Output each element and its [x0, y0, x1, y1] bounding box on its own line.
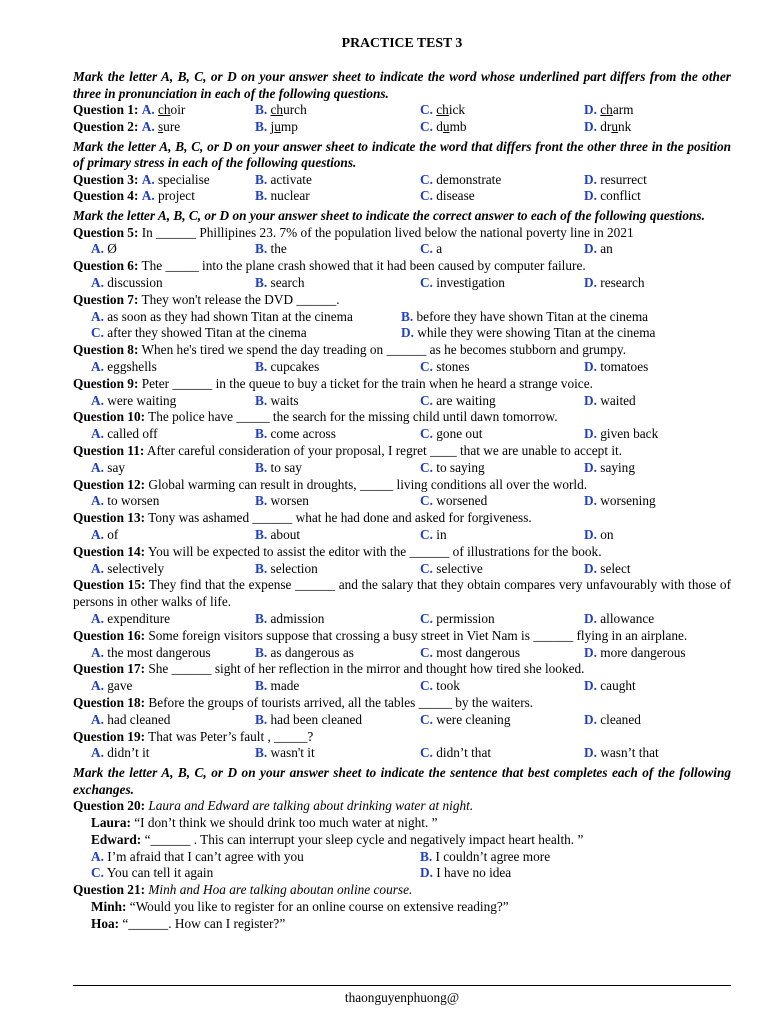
option-letter: A.: [91, 644, 104, 660]
question-text: In ______ Phillipines 23. 7% of the population lived below the national poverty line in 2021: [141, 224, 634, 240]
option-text[interactable]: before they have shown Titan at the cinema: [416, 308, 649, 324]
option-text[interactable]: are waiting: [436, 392, 496, 408]
question-label: Question 8:: [73, 342, 139, 358]
question-20-options-row2: C. You can tell it again D. I have no idea: [91, 865, 512, 881]
question-text: They find that the expense ______ and the salary that they obtain compares very unfavourably with those of persons in other walks of life.: [73, 577, 731, 610]
option-text[interactable]: church: [270, 102, 307, 117]
option-letter: C.: [420, 711, 433, 727]
option-letter: D.: [584, 275, 597, 291]
question-text: When he's tired we spend the day treading on ______ as he becomes stubborn and grumpy.: [141, 342, 627, 358]
option-text[interactable]: chick: [436, 102, 466, 117]
option-text[interactable]: were cleaning: [436, 711, 511, 727]
page-footer: [73, 985, 731, 1006]
option-letter: C.: [420, 359, 433, 375]
option-text[interactable]: didn’t it: [107, 745, 150, 761]
option-text[interactable]: called off: [107, 426, 158, 442]
question-20-options-row1: A. I’m afraid that I can’t agree with you B. I couldn’t agree more: [91, 848, 551, 864]
option-text[interactable]: I couldn’t agree more: [435, 848, 551, 864]
option-text[interactable]: more dangerous: [600, 644, 686, 660]
option-letter: C.: [420, 392, 433, 408]
option-letter: B.: [401, 308, 414, 324]
question-19: [73, 729, 731, 746]
question-12: [73, 477, 731, 494]
option-letter: D.: [584, 644, 597, 660]
option-letter: B.: [255, 678, 268, 694]
option-text[interactable]: to saying: [436, 459, 485, 475]
option-text[interactable]: say: [107, 459, 125, 475]
option-text[interactable]: allowance: [600, 611, 655, 627]
question-text: Global warming can result in droughts, _____ living conditions all over the world.: [148, 476, 588, 492]
option-letter: B.: [255, 275, 268, 291]
question-14-options: [73, 561, 731, 578]
question-12-options: [73, 493, 731, 510]
option-text[interactable]: as soon as they had shown Titan at the cinema: [107, 308, 353, 324]
option-letter: A.: [91, 493, 104, 509]
option-letter: C.: [420, 745, 433, 761]
option-text[interactable]: the most dangerous: [107, 644, 211, 660]
question-label: Question 15:: [73, 577, 146, 593]
option-text[interactable]: cupcakes: [270, 359, 320, 375]
question-20: Question 20: Laura and Edward are talking about drinking water at night.: [73, 798, 474, 814]
option-text[interactable]: made: [270, 678, 300, 694]
question-label: Question 19:: [73, 728, 146, 744]
option-text[interactable]: in: [436, 527, 447, 543]
option-text[interactable]: stones: [436, 359, 470, 375]
option-text[interactable]: come across: [270, 426, 336, 442]
document-page: [73, 34, 731, 933]
option-letter: A.: [91, 527, 104, 543]
option-letter: B.: [255, 611, 268, 627]
mcq-list: [73, 225, 731, 763]
question-11: [73, 443, 731, 460]
option-text[interactable]: selective: [436, 560, 483, 576]
option-text[interactable]: as dangerous as: [270, 644, 354, 660]
option-letter: C.: [420, 611, 433, 627]
option-letter: A.: [91, 426, 104, 442]
question-3: Question 3: A. specialise B. activate C. demonstrate D. resurrect: [73, 171, 647, 187]
dialogue-line: Minh: “Would you like to register for an online course on extensive reading?”: [91, 898, 509, 914]
dialogue-line: Laura: “I don’t think we should drink too much water at night. ”: [91, 814, 438, 830]
question-text: After careful consideration of your proposal, I regret ____ that we are unable to accept it.: [146, 443, 623, 459]
option-text[interactable]: resurrect: [600, 171, 647, 187]
option-letter: D.: [584, 359, 597, 375]
option-letter: D.: [401, 325, 414, 341]
question-7-options-row1: [73, 309, 731, 326]
question-2: Question 2: A. sure B. jump C. dumb D. drunk: [73, 118, 632, 134]
option-text[interactable]: waits: [270, 392, 299, 408]
question-text: They won't release the DVD ______.: [141, 291, 340, 307]
option-text[interactable]: I’m afraid that I can’t agree with you: [107, 848, 304, 864]
option-text[interactable]: gone out: [436, 426, 483, 442]
option-text[interactable]: selection: [270, 560, 318, 576]
option-text[interactable]: conflict: [600, 188, 641, 204]
footer-text: thaonguyenphuong@: [344, 990, 460, 1005]
question-label: Question 12:: [73, 476, 146, 492]
option-text[interactable]: research: [600, 275, 645, 291]
question-label: Question 16:: [73, 627, 146, 643]
question-8: [73, 342, 731, 359]
option-text[interactable]: waited: [600, 392, 636, 408]
question-7-options-row2: [73, 325, 731, 342]
question-16: [73, 628, 731, 645]
option-letter: C.: [420, 426, 433, 442]
option-letter: B.: [255, 711, 268, 727]
option-letter: D.: [584, 560, 597, 576]
question-label: Question 17:: [73, 661, 146, 677]
option-letter: C.: [420, 560, 433, 576]
option-letter: C.: [91, 325, 104, 341]
question-label: Question 9:: [73, 375, 139, 391]
option-letter: B.: [255, 359, 268, 375]
option-letter: A.: [91, 275, 104, 291]
option-letter: A.: [91, 560, 104, 576]
option-text[interactable]: the: [270, 241, 287, 257]
option-text[interactable]: didn’t that: [436, 745, 492, 761]
option-letter: D.: [584, 745, 597, 761]
option-text[interactable]: dumb: [436, 118, 467, 134]
question-1: Question 1: A. choir B. church C. chick D. charm: [73, 102, 634, 117]
question-text: Some foreign visitors suppose that crossing a busy street in Viet Nam is ______ flying in an airplane.: [148, 627, 688, 643]
question-label: Question 7:: [73, 291, 139, 307]
option-letter: B.: [255, 745, 268, 761]
option-letter: A.: [91, 359, 104, 375]
option-text[interactable]: discussion: [107, 275, 163, 291]
option-text[interactable]: choir: [157, 102, 186, 117]
question-15-options: [73, 611, 731, 628]
option-text[interactable]: tomatoes: [600, 359, 649, 375]
option-text[interactable]: while they were showing Titan at the cinema: [417, 325, 656, 341]
question-label: Question 13:: [73, 510, 146, 526]
question-9: [73, 376, 731, 393]
option-letter: D.: [584, 459, 597, 475]
question-13-options: [73, 527, 731, 544]
option-text[interactable]: I have no idea: [436, 865, 512, 881]
option-letter: A.: [91, 459, 104, 475]
option-letter: B.: [255, 241, 268, 257]
question-18: [73, 695, 731, 712]
option-text[interactable]: about: [270, 527, 301, 543]
option-text[interactable]: Ø: [107, 241, 117, 257]
option-text[interactable]: on: [600, 527, 614, 543]
question-label: Question 6:: [73, 258, 139, 274]
option-text[interactable]: disease: [436, 188, 475, 204]
option-letter: B.: [255, 527, 268, 543]
question-label: Question 18:: [73, 695, 146, 710]
question-6-options: [73, 275, 731, 292]
option-letter: D.: [584, 426, 597, 442]
option-text[interactable]: gave: [107, 678, 133, 694]
option-text[interactable]: sure: [157, 118, 181, 134]
question-label: Question 14:: [73, 543, 146, 559]
question-8-options: [73, 359, 731, 376]
option-text[interactable]: took: [436, 678, 460, 694]
question-text: The police have _____ the search for the missing child until dawn tomorrow.: [148, 409, 558, 425]
question-15: [73, 577, 731, 611]
question-text: That was Peter’s fault , _____?: [148, 728, 314, 744]
option-letter: D.: [584, 527, 597, 543]
option-text[interactable]: admission: [270, 611, 325, 627]
question-17: [73, 661, 731, 678]
question-9-options: [73, 393, 731, 410]
option-letter: D.: [584, 241, 597, 257]
question-10-options: [73, 426, 731, 443]
question-5: [73, 225, 731, 242]
option-text[interactable]: of: [107, 527, 119, 543]
option-text[interactable]: project: [157, 188, 195, 204]
option-text[interactable]: worsening: [600, 493, 656, 509]
option-letter: A.: [91, 392, 104, 408]
option-text[interactable]: were waiting: [107, 392, 177, 408]
option-text[interactable]: worsened: [436, 493, 488, 509]
option-text[interactable]: drunk: [600, 118, 632, 134]
option-text[interactable]: selectively: [107, 560, 165, 576]
section-4-instruction: Mark the letter A, B, C, or D on your answer sheet to indicate the sentence that best completes each of the following exchanges.: [73, 765, 731, 797]
option-letter: B.: [255, 493, 268, 509]
question-14: [73, 544, 731, 561]
option-letter: D.: [584, 611, 597, 627]
option-letter: D.: [584, 711, 597, 727]
option-letter: D.: [584, 392, 597, 408]
question-16-options: [73, 645, 731, 662]
question-18-options: [73, 712, 731, 729]
question-text: She ______ sight of her reflection in the mirror and thought how tired she looked.: [148, 661, 585, 677]
option-letter: B.: [255, 644, 268, 660]
option-letter: A.: [91, 678, 104, 694]
question-text: Tony was ashamed ______ what he had done and asked for forgiveness.: [148, 510, 532, 526]
option-text[interactable]: activate: [270, 171, 312, 187]
option-text[interactable]: to worsen: [107, 493, 160, 509]
question-4: Question 4: A. project B. nuclear C. disease D. conflict: [73, 188, 641, 204]
option-text[interactable]: caught: [600, 678, 636, 694]
option-text[interactable]: search: [270, 275, 305, 291]
question-5-options: [73, 241, 731, 258]
option-letter: D.: [584, 678, 597, 694]
option-text[interactable]: a: [436, 241, 443, 257]
question-7: [73, 292, 731, 309]
option-text[interactable]: had been cleaned: [270, 711, 363, 727]
option-text[interactable]: permission: [436, 611, 495, 627]
option-text[interactable]: after they showed Titan at the cinema: [107, 325, 307, 341]
dialogue-line: Hoa: “______. How can I register?”: [91, 915, 286, 931]
option-text[interactable]: charm: [600, 102, 634, 117]
question-label: Question 10:: [73, 409, 146, 425]
option-letter: D.: [584, 493, 597, 509]
option-text[interactable]: select: [600, 560, 631, 576]
option-letter: A.: [91, 308, 104, 324]
page-title: PRACTICE TEST 3: [341, 35, 463, 50]
option-text[interactable]: had cleaned: [107, 711, 171, 727]
question-label: Question 5:: [73, 224, 139, 240]
option-text[interactable]: wasn’t that: [600, 745, 659, 761]
option-text[interactable]: given back: [600, 426, 659, 442]
option-letter: B.: [255, 426, 268, 442]
question-19-options: [73, 745, 731, 762]
option-letter: A.: [91, 611, 104, 627]
option-letter: A.: [91, 745, 104, 761]
question-text: You will be expected to assist the editor with the ______ of illustrations for the book.: [147, 543, 602, 559]
option-letter: A.: [91, 711, 104, 727]
option-letter: C.: [420, 527, 433, 543]
option-letter: C.: [420, 459, 433, 475]
question-11-options: [73, 460, 731, 477]
option-text[interactable]: to say: [270, 459, 302, 475]
option-letter: C.: [420, 241, 433, 257]
section-3-instruction: Mark the letter A, B, C, or D on your answer sheet to indicate the correct answer to each of the following questions.: [73, 208, 705, 224]
option-text[interactable]: investigation: [436, 275, 505, 291]
option-text[interactable]: cleaned: [600, 711, 641, 727]
question-text: Before the groups of tourists arrived, all the tables _____ by the waiters.: [148, 695, 534, 710]
option-text[interactable]: You can tell it again: [106, 865, 214, 881]
option-text[interactable]: worsen: [270, 493, 309, 509]
option-text[interactable]: expenditure: [107, 611, 171, 627]
option-text[interactable]: eggshells: [107, 359, 157, 375]
option-text[interactable]: demonstrate: [436, 171, 502, 187]
option-text[interactable]: wasn't it: [270, 745, 315, 761]
option-text[interactable]: most dangerous: [436, 644, 521, 660]
dialogue-line: Edward: “______ . This can interrupt your sleep cycle and negatively impact heart health. ”: [91, 831, 584, 847]
question-label: Question 11:: [73, 443, 145, 459]
question-10: [73, 409, 731, 426]
option-text[interactable]: an: [600, 241, 613, 257]
option-text[interactable]: specialise: [157, 171, 210, 187]
question-13: [73, 510, 731, 527]
question-17-options: [73, 678, 731, 695]
option-letter: C.: [420, 678, 433, 694]
question-text: The _____ into the plane crash showed that it had been caused by computer failure.: [141, 258, 586, 274]
question-21: Question 21: Minh and Hoa are talking aboutan online course.: [73, 882, 413, 898]
section-2-instruction: Mark the letter A, B, C, or D on your answer sheet to indicate the word that differs front the other three in the position of primary stress in each of the following questions.: [73, 138, 731, 171]
option-letter: C.: [420, 644, 433, 660]
question-text: Peter ______ in the queue to buy a ticket for the train when he heard a strange voice.: [141, 375, 593, 391]
option-text[interactable]: nuclear: [270, 188, 310, 204]
option-letter: C.: [420, 493, 433, 509]
option-letter: B.: [255, 560, 268, 576]
option-letter: A.: [91, 241, 104, 257]
section-1-instruction: Mark the letter A, B, C, or D on your answer sheet to indicate the word whose underlined part differs from the other three in pronunciation in each of the following questions.: [73, 69, 731, 101]
option-text[interactable]: jump: [270, 118, 298, 134]
question-6: [73, 258, 731, 275]
option-letter: C.: [420, 275, 433, 291]
option-text[interactable]: saying: [600, 459, 635, 475]
option-letter: B.: [255, 392, 268, 408]
option-letter: B.: [255, 459, 268, 475]
